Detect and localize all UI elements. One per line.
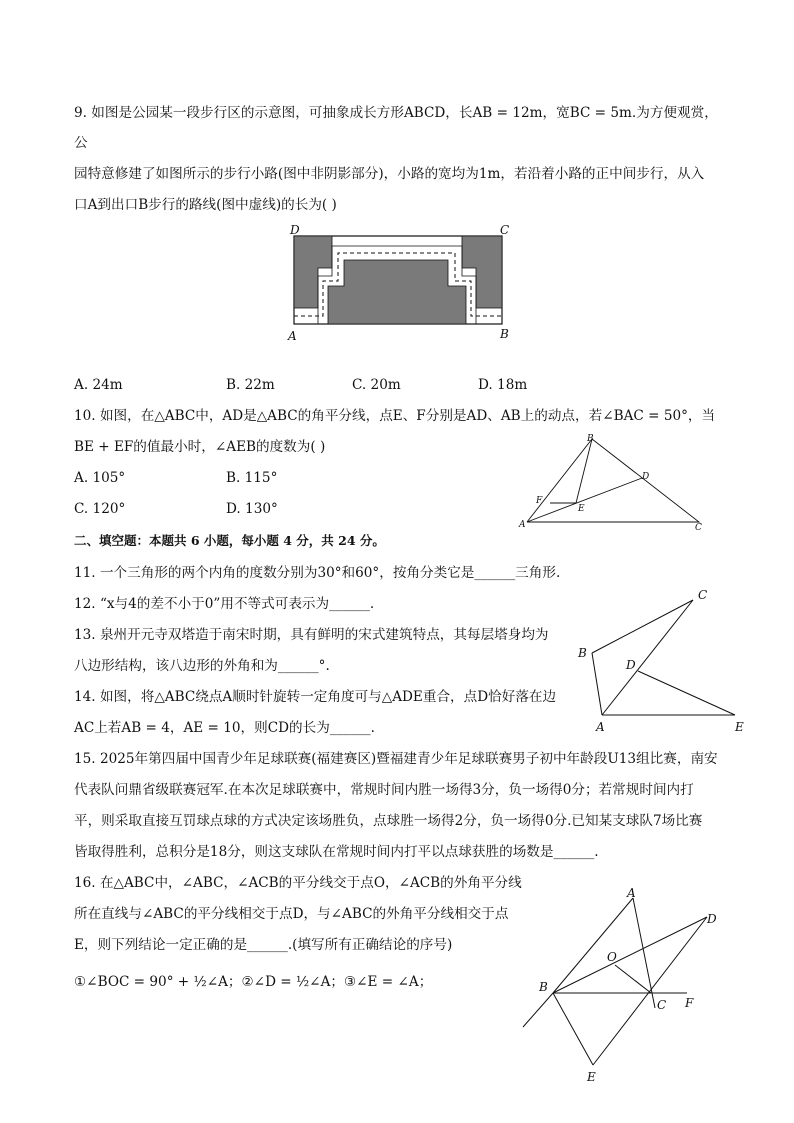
q16-figure [515, 885, 730, 1090]
q16-line-3: E，则下列结论一定正确的是______.(填写所有正确结论的序号) [74, 937, 453, 953]
q10-label-B: B [587, 434, 594, 444]
q10-label-F: F [536, 496, 543, 506]
q9-line-4: 口A到出口B步行的路线(图中虚线)的长为( ) [74, 197, 337, 213]
q15-line-2: 代表队问鼎省级联赛冠军.在本次足球联赛中，常规时间内胜一场得3分，负一场得0分；若常规时间内打 [74, 782, 694, 798]
q13-line-1: 13. 泉州开元寺双塔造于南宋时期，具有鲜明的宋式建筑特点，其每层塔身均为 [74, 627, 549, 643]
q9-figure [280, 220, 520, 350]
q9-label-A: A [288, 329, 297, 343]
q11-text: 11. 一个三角形的两个内角的度数分别为30°和60°，按角分类它是______三角形. [74, 565, 561, 581]
q16-line-1: 16. 在△ABC中，∠ABC，∠ACB的平分线交于点O，∠ACB的外角平分线 [74, 875, 522, 891]
q14-label-A: A [596, 720, 605, 734]
q13-line-2: 八边形结构，该八边形的外角和为______°. [74, 658, 330, 674]
q10-option-b: B. 115° [226, 470, 278, 486]
q15-line-3: 平，则采取直接互罚球点球的方式决定该场胜负，点球胜一场得2分，负一场得0分.已知某支球队7场比赛 [74, 813, 703, 829]
q14-label-D: D [626, 658, 636, 672]
q9-label-C: C [500, 223, 510, 237]
q9-option-c: C. 20m [352, 377, 401, 393]
q16-label-F: F [685, 996, 694, 1010]
q10-line-2: BE + EF的值最小时，∠AEB的度数为( ) [74, 439, 326, 455]
q10-line-1: 10. 如图，在△ABC中，AD是△ABC的角平分线，点E、F分别是AD、AB上的动点，若∠BAC = 50°，当 [74, 408, 716, 424]
q16-label-E: E [587, 1070, 596, 1084]
q15-line-4: 皆取得胜利，总积分是18分，则这支球队在常规时间内打平以点球获胜的场数是______. [74, 844, 599, 860]
q16-label-B: B [539, 980, 548, 994]
q14-line-1: 14. 如图，将△ABC绕点A顺时针旋转一定角度可与△ADE重合，点D恰好落在边 [74, 689, 557, 705]
q9-line-1: 9. 如图是公园某一段步行区的示意图，可抽象成长方形ABCD，长AB = 12m，宽BC = 5m.为方便观赏， [74, 105, 718, 121]
q16-label-C: C [657, 998, 667, 1012]
q9-line-2: 公 [74, 135, 88, 151]
q10-label-E: E [578, 504, 585, 514]
section-2-heading: 二、填空题：本题共 6 小题，每小题 4 分，共 24 分。 [74, 533, 385, 548]
q10-option-d: D. 130° [226, 501, 278, 517]
q16-label-O: O [607, 950, 617, 964]
q16-line-4: ①∠BOC = 90° + ½∠A；②∠D = ½∠A；③∠E = ∠A； [74, 974, 433, 990]
q16-line-2: 所在直线与∠ABC的平分线相交于点D，与∠ABC的外角平分线相交于点 [74, 906, 509, 922]
q16-label-A: A [627, 886, 636, 900]
q10-label-A: A [519, 520, 526, 530]
q9-option-a: A. 24m [74, 377, 123, 393]
q10-option-c: C. 120° [74, 501, 126, 517]
q12-text: 12. “x与4的差不小于0”用不等式可表示为______. [74, 596, 375, 612]
q14-label-B: B [578, 646, 587, 660]
q14-line-2: AC上若AB = 4，AE = 10，则CD的长为______. [74, 720, 375, 736]
q10-label-C: C [695, 523, 702, 533]
q14-figure [570, 585, 760, 740]
q9-option-b: B. 22m [226, 377, 275, 393]
q15-line-1: 15. 2025年第四届中国青少年足球联赛(福建赛区)暨福建青少年足球联赛男子初中年龄段U13组比赛，南安 [74, 751, 718, 767]
q10-option-a: A. 105° [74, 470, 126, 486]
q16-label-D: D [707, 912, 717, 926]
q9-option-d: D. 18m [478, 377, 528, 393]
q14-label-C: C [698, 588, 708, 602]
q9-label-B: B [500, 327, 509, 341]
q9-label-D: D [290, 223, 300, 237]
q9-line-3: 园特意修建了如图所示的步行小路(图中非阴影部分)，小路的宽均为1m，若沿着小路的正中间步行，从入 [74, 166, 705, 182]
q10-figure [512, 430, 712, 535]
q14-label-E: E [735, 720, 744, 734]
q10-label-D: D [642, 472, 650, 482]
